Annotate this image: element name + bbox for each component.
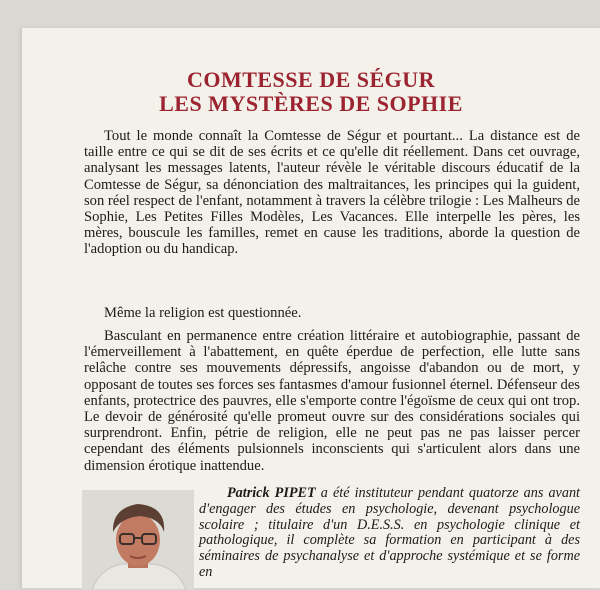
summary-paragraph-1 bbox=[84, 128, 580, 258]
book-title-line-1: COMTESSE DE SÉGUR bbox=[186, 67, 436, 92]
summary-paragraph-2 bbox=[84, 305, 580, 321]
paragraph-text: Tout le monde connaît la Comtesse de Ségur et pourtant... La distance est de taille entre ce qui se dit de ses écrits et ce qu'elle dit réellement. Dans cet ouvrage, analysant les messages latents, l'auteur révèle le véritable discours éducatif de la Comtesse de Ségur, sa dénonciation des maltraitances, les principes qui la guident, son réel respect de l'enfant, notamment à travers la célèbre trilogie : Les Malheurs de Sophie, Les Petites Filles Modèles, Les Vacances. Elle interpelle les pères, les mères, bouscule les familles, remet en cause les traditions, aborde la question de l'adoption ou du handicap. bbox=[84, 128, 580, 258]
paragraph-text: Basculant en permanence entre création littéraire et autobiographie, passant de l'émerveillement à l'abattement, en quête éperdue de perfection, elle lutte sans relâche contre ses mouvements dépressifs, angoisse d'abandon ou de mort, y opposant de toutes ses forces ses fantasmes d'amour fusionnel éternel. Défenseur des enfants, protectrice des pauvres, elle s'emporte contre l'égoïsme de ceux qui ont trop. Le devoir de générosité qu'elle promeut ouvre sur des considérations sociales qui surprendront. Enfin, pétrie de religion, elle ne peut pas ne pas laisser percer cependant des éléments pulsionnels inconscients qui s'articulent alors dans une dimension érotique inattendue. bbox=[84, 328, 580, 474]
paragraph-text: Même la religion est questionnée. bbox=[104, 305, 302, 321]
book-back-cover bbox=[22, 28, 600, 588]
author-name: Patrick PIPET bbox=[227, 485, 316, 501]
author-bio bbox=[199, 486, 580, 581]
summary-paragraph-3 bbox=[84, 328, 580, 474]
book-title-line-2: LES MYSTÈRES DE SOPHIE bbox=[159, 91, 463, 116]
author-portrait-image bbox=[82, 490, 194, 590]
author-photo bbox=[82, 490, 194, 590]
author-bio-text: a été instituteur pendant quatorze ans avant d'engager des études en psychologie, devenant psychologue scolaire ; titulaire d'un D.E.S.S. en psychologie clinique et pathologique, il complète sa formation en participant à des séminaires de psychanalyse et d'approche systémique et se forme en bbox=[199, 485, 580, 580]
